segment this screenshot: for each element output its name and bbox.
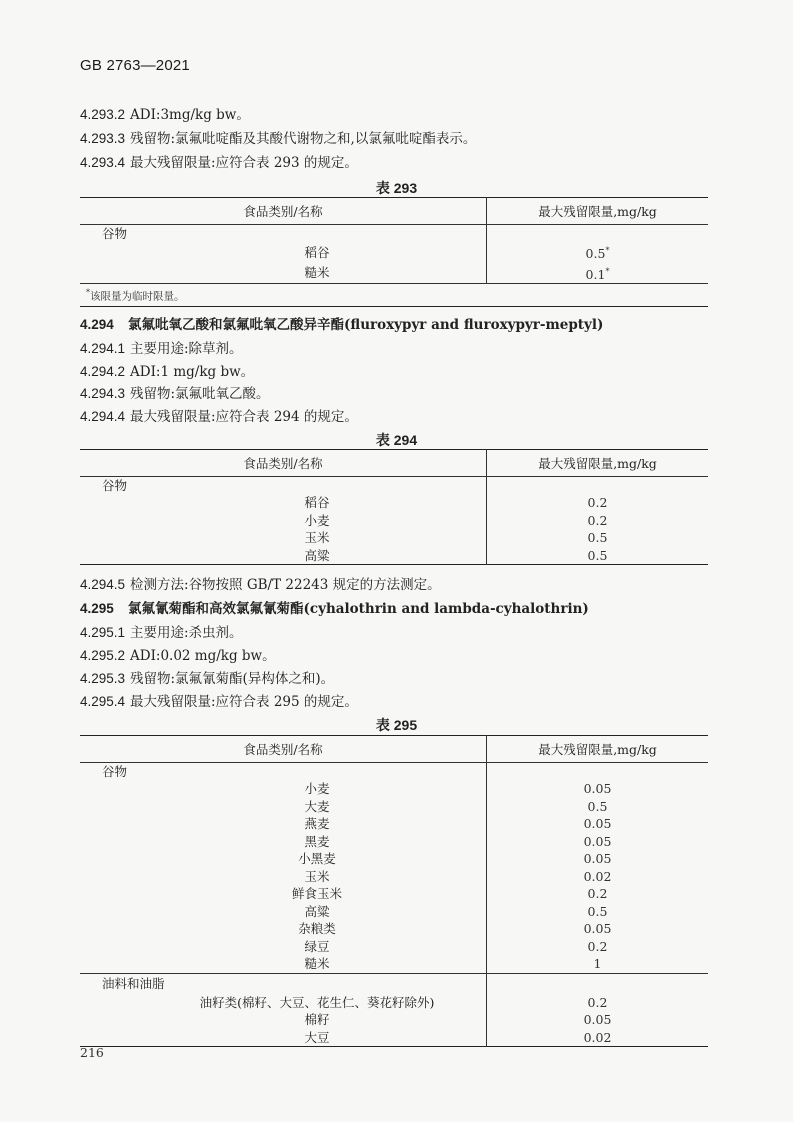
table-row (80, 547, 708, 565)
column-header-food: 食品类别/名称 (80, 198, 487, 225)
food-name: 黑麦 (80, 833, 487, 851)
clause-number: 4.295.4 (80, 694, 126, 709)
mrl-value: 0.2 (587, 994, 608, 1010)
mrl-value: 0.05 (583, 781, 612, 796)
table-row (80, 955, 708, 973)
column-header-mrl: 最大残留限量,mg/kg (487, 198, 709, 225)
clause-text: 最大残留限量:应符合表 295 的规定。 (130, 694, 358, 710)
clause-4-295-3 (80, 667, 334, 687)
clause-number: 4.295.1 (80, 625, 126, 640)
section-number: 4.294 (80, 317, 114, 332)
clause-text: 残留物:氯氟氰菊酯(异构体之和)。 (130, 671, 335, 687)
footnote-mark: * (605, 266, 610, 276)
clause-4-294-5 (80, 573, 441, 593)
mrl-value: 0.5 (585, 246, 606, 262)
table-row (80, 938, 708, 956)
food-name: 玉米 (80, 868, 487, 886)
mrl-value: 0.2 (587, 495, 608, 510)
table-295-caption: 表 295 (375, 717, 418, 733)
table-row (80, 780, 708, 798)
table-294 (80, 449, 708, 565)
clause-text: 主要用途:杀虫剂。 (130, 625, 243, 641)
food-name: 糙米 (80, 263, 487, 284)
table-row (80, 1011, 708, 1029)
clause-4-295-1 (80, 621, 243, 641)
food-name: 杂粮类 (80, 920, 487, 938)
mrl-value: 0.5 (587, 798, 608, 814)
food-name: 油籽类(棉籽、大豆、花生仁、葵花籽除外) (80, 994, 487, 1012)
table-row (80, 494, 708, 512)
table-footnote: *该限量为临时限量。 (80, 284, 708, 307)
clause-number: 4.293.3 (80, 131, 126, 146)
mrl-value: 1 (593, 956, 602, 971)
table-row (80, 512, 708, 530)
clause-4-294-1 (80, 337, 243, 357)
column-header-food: 食品类别/名称 (80, 736, 487, 763)
table-row (80, 885, 708, 903)
group-label: 油料和油脂 (80, 973, 487, 994)
food-name: 燕麦 (80, 815, 487, 833)
mrl-value: 0.05 (583, 1012, 612, 1027)
clause-text: 最大残留限量:应符合表 294 的规定。 (130, 409, 358, 425)
clause-4-295-2 (80, 644, 276, 664)
food-name: 高粱 (80, 903, 487, 921)
table-293 (80, 197, 708, 307)
table-row (80, 868, 708, 886)
clause-number: 4.294.2 (80, 364, 126, 379)
mrl-value: 0.2 (587, 512, 608, 528)
clause-number: 4.294.4 (80, 409, 126, 424)
food-name: 大麦 (80, 798, 487, 816)
table-295 (80, 735, 708, 1047)
clause-4-294-2 (80, 360, 254, 380)
section-title: 氯氟吡氧乙酸和氯氟吡氧乙酸异辛酯(fluroxypyr and fluroxypyr-meptyl) (128, 317, 604, 333)
section-title: 氯氟氰菊酯和高效氯氟氰菊酯(cyhalothrin and lambda-cyhalothrin) (128, 601, 589, 617)
clause-4-293-2 (80, 103, 250, 123)
clause-number: 4.293.4 (80, 155, 126, 170)
table-row (80, 850, 708, 868)
table-294-caption: 表 294 (375, 432, 418, 448)
mrl-value: 0.05 (583, 833, 612, 849)
table-row (80, 903, 708, 921)
table-row (80, 994, 708, 1012)
food-name: 玉米 (80, 529, 487, 547)
column-header-mrl: 最大残留限量,mg/kg (487, 450, 709, 477)
clause-text: 检测方法:谷物按照 GB/T 22243 规定的方法测定。 (130, 577, 441, 593)
mrl-value: 0.05 (583, 851, 612, 866)
food-name: 小黑麦 (80, 850, 487, 868)
clause-text: ADI:0.02 mg/kg bw。 (130, 648, 276, 664)
group-label: 谷物 (80, 225, 487, 243)
mrl-value: 0.2 (587, 938, 608, 954)
table-row (80, 833, 708, 851)
food-name: 高粱 (80, 547, 487, 565)
food-name: 棉籽 (80, 1011, 487, 1029)
group-label: 谷物 (80, 763, 487, 781)
mrl-value: 0.05 (583, 921, 612, 936)
page-number: 216 (80, 1045, 104, 1060)
clause-number: 4.295.3 (80, 671, 126, 686)
food-name: 糙米 (80, 955, 487, 973)
clause-text: ADI:3mg/kg bw。 (130, 107, 250, 123)
mrl-value: 0.5 (587, 903, 608, 919)
document-header: GB 2763—2021 (80, 57, 190, 74)
table-row (80, 529, 708, 547)
mrl-value: 0.2 (587, 886, 608, 901)
table-row (80, 242, 708, 263)
clause-number: 4.294.1 (80, 341, 126, 356)
food-name: 稻谷 (80, 242, 487, 263)
clause-text: 主要用途:除草剂。 (130, 341, 243, 357)
section-4-294-title (80, 313, 603, 333)
mrl-value: 0.5 (587, 547, 608, 563)
mrl-value: 0.5 (587, 530, 608, 545)
clause-4-293-3 (80, 127, 476, 147)
clause-text: ADI:1 mg/kg bw。 (130, 364, 255, 380)
clause-4-293-4 (80, 151, 358, 171)
mrl-value: 0.02 (583, 1029, 612, 1045)
clause-text: 最大残留限量:应符合表 293 的规定。 (130, 155, 358, 171)
table-row (80, 1029, 708, 1047)
table-row (80, 263, 708, 284)
section-number: 4.295 (80, 601, 114, 616)
food-name: 小麦 (80, 512, 487, 530)
column-header-mrl: 最大残留限量,mg/kg (487, 736, 709, 763)
group-label: 谷物 (80, 477, 487, 495)
food-name: 绿豆 (80, 938, 487, 956)
food-name: 鲜食玉米 (80, 885, 487, 903)
clause-4-294-4 (80, 405, 358, 425)
clause-number: 4.295.2 (80, 648, 126, 663)
section-4-295-title (80, 597, 589, 617)
clause-number: 4.294.3 (80, 386, 126, 401)
food-name: 小麦 (80, 780, 487, 798)
clause-4-295-4 (80, 690, 358, 710)
clause-4-294-3 (80, 382, 270, 402)
table-row (80, 798, 708, 816)
clause-number: 4.293.2 (80, 107, 126, 122)
mrl-value: 0.05 (583, 816, 612, 831)
clause-text: 残留物:氯氟吡啶酯及其酸代谢物之和,以氯氟吡啶酯表示。 (130, 131, 477, 147)
clause-text: 残留物:氯氟吡氧乙酸。 (130, 386, 270, 402)
table-row (80, 815, 708, 833)
column-header-food: 食品类别/名称 (80, 450, 487, 477)
footnote-mark: * (605, 246, 610, 255)
mrl-value: 0.02 (583, 868, 612, 884)
mrl-value: 0.1 (585, 266, 606, 282)
food-name: 稻谷 (80, 494, 487, 512)
food-name: 大豆 (80, 1029, 487, 1047)
clause-number: 4.294.5 (80, 577, 126, 592)
table-row (80, 920, 708, 938)
table-293-caption: 表 293 (375, 180, 418, 196)
